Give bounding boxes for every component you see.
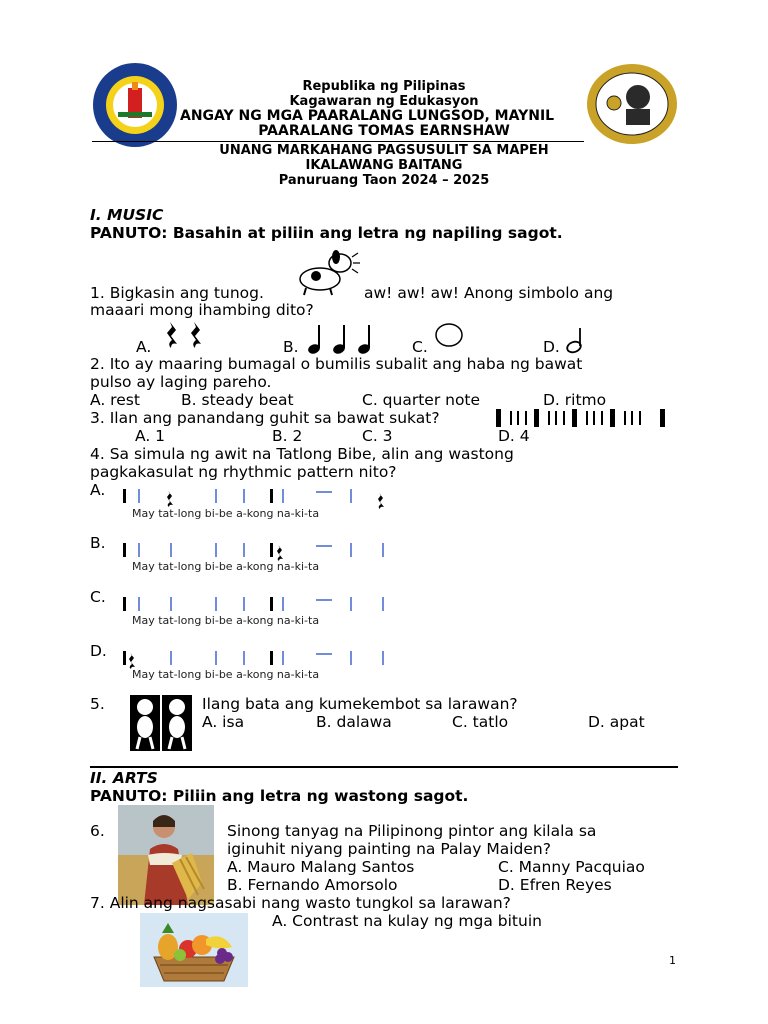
q6-option-d[interactable]: D. Efren Reyes (498, 876, 612, 894)
q2-text-b: pulso ay laging pareho. (90, 373, 272, 391)
q1-option-c[interactable]: C. (412, 338, 428, 356)
palay-maiden-painting (118, 805, 214, 905)
rhythm-lyrics-b: May tat-long bi-be a-kong na-ki-ta (132, 560, 320, 573)
q6-option-a[interactable]: A. Mauro Malang Santos (227, 858, 415, 876)
quarter-rest-icon (162, 320, 210, 354)
header-deped: Kagawaran ng Edukasyon (289, 94, 479, 109)
header-school-year: Panuruang Taon 2024 – 2025 (278, 173, 490, 188)
q1-option-d[interactable]: D. (543, 338, 560, 356)
q6-text-b: iginuhit niyang painting na Palay Maiden? (227, 840, 551, 858)
header-exam-title: UNANG MARKAHANG PAGSUSULIT SA MAPEH (219, 143, 549, 158)
q5-option-b[interactable]: B. dalawa (316, 713, 392, 731)
header-division: ANGAY NG MGA PAARALANG LUNGSOD, MAYNIL (180, 108, 555, 124)
rhythm-pattern-a (120, 483, 400, 509)
q7-text: 7. Alin ang nagsasabi nang wasto tungkol sa larawan? (90, 894, 511, 912)
q5-label: 5. (90, 695, 105, 713)
q1-text-c: maaari mong ihambing dito? (90, 301, 314, 319)
q2-option-c[interactable]: C. quarter note (362, 391, 481, 409)
q4-text-a: 4. Sa simula ng awit na Tatlong Bibe, alin ang wastong (90, 445, 514, 463)
section-music-title: I. MUSIC (90, 206, 164, 224)
q4-option-b[interactable]: B. (90, 534, 106, 552)
q6-option-b[interactable]: B. Fernando Amorsolo (227, 876, 398, 894)
page-number: 1 (669, 954, 676, 967)
header-school: PAARALANG TOMAS EARNSHAW (258, 123, 510, 139)
q5-option-d[interactable]: D. apat (588, 713, 645, 731)
q4-text-b: pagkakasulat ng rhythmic pattern nito? (90, 463, 397, 481)
q2-text-a: 2. Ito ay maaring bumagal o bumilis subalit ang haba ng bawat (90, 355, 583, 373)
q5-option-a[interactable]: A. isa (202, 713, 245, 731)
q3-text: 3. Ilan ang panandang guhit sa bawat sukat? (90, 409, 440, 427)
section-divider (90, 766, 678, 768)
fruit-basket-image (140, 913, 248, 987)
q3-option-c[interactable]: C. 3 (362, 427, 393, 445)
q3-option-d[interactable]: D. 4 (498, 427, 530, 445)
rhythm-lyrics-a: May tat-long bi-be a-kong na-ki-ta (132, 507, 320, 520)
q4-option-a[interactable]: A. (90, 481, 106, 499)
music-directions: PANUTO: Basahin at piliin ang letra ng napiling sagot. (90, 224, 563, 242)
rhythm-lyrics-c: May tat-long bi-be a-kong na-ki-ta (132, 614, 320, 627)
q3-option-a[interactable]: A. 1 (135, 427, 166, 445)
dancing-children-image (130, 695, 192, 751)
q2-option-d[interactable]: D. ritmo (543, 391, 607, 409)
measure-bars-icon (496, 408, 668, 428)
barking-dog-icon (292, 245, 362, 297)
q6-label: 6. (90, 822, 105, 840)
q1-text-b: aw! aw! aw! Anong simbolo ang (364, 284, 614, 302)
q6-text-a: Sinong tanyag na Pilipinong pintor ang kilala sa (227, 822, 597, 840)
whole-note-icon (433, 322, 465, 348)
q5-text: Ilang bata ang kumekembot sa larawan? (202, 695, 518, 713)
q1-option-b[interactable]: B. (283, 338, 299, 356)
header-republic: Republika ng Pilipinas (302, 79, 466, 94)
header-grade: IKALAWANG BAITANG (305, 158, 463, 173)
q2-option-a[interactable]: A. rest (90, 391, 140, 409)
q7-option-a[interactable]: A. Contrast na kulay ng mga bituin (272, 912, 542, 930)
header-divider (92, 141, 584, 142)
q1-option-a[interactable]: A. (136, 338, 152, 356)
q4-option-c[interactable]: C. (90, 588, 106, 606)
q5-option-c[interactable]: C. tatlo (452, 713, 509, 731)
q2-option-b[interactable]: B. steady beat (181, 391, 294, 409)
q4-option-d[interactable]: D. (90, 642, 107, 660)
rhythm-lyrics-d: May tat-long bi-be a-kong na-ki-ta (132, 668, 320, 681)
q1-text-a: 1. Bigkasin ang tunog. (90, 284, 264, 302)
arts-directions: PANUTO: Piliin ang letra ng wastong sagot. (90, 787, 469, 805)
section-arts-title: II. ARTS (90, 769, 158, 787)
q6-option-c[interactable]: C. Manny Pacquiao (498, 858, 645, 876)
quarter-notes-icon (306, 322, 386, 356)
q3-option-b[interactable]: B. 2 (272, 427, 303, 445)
half-note-icon (563, 326, 591, 354)
